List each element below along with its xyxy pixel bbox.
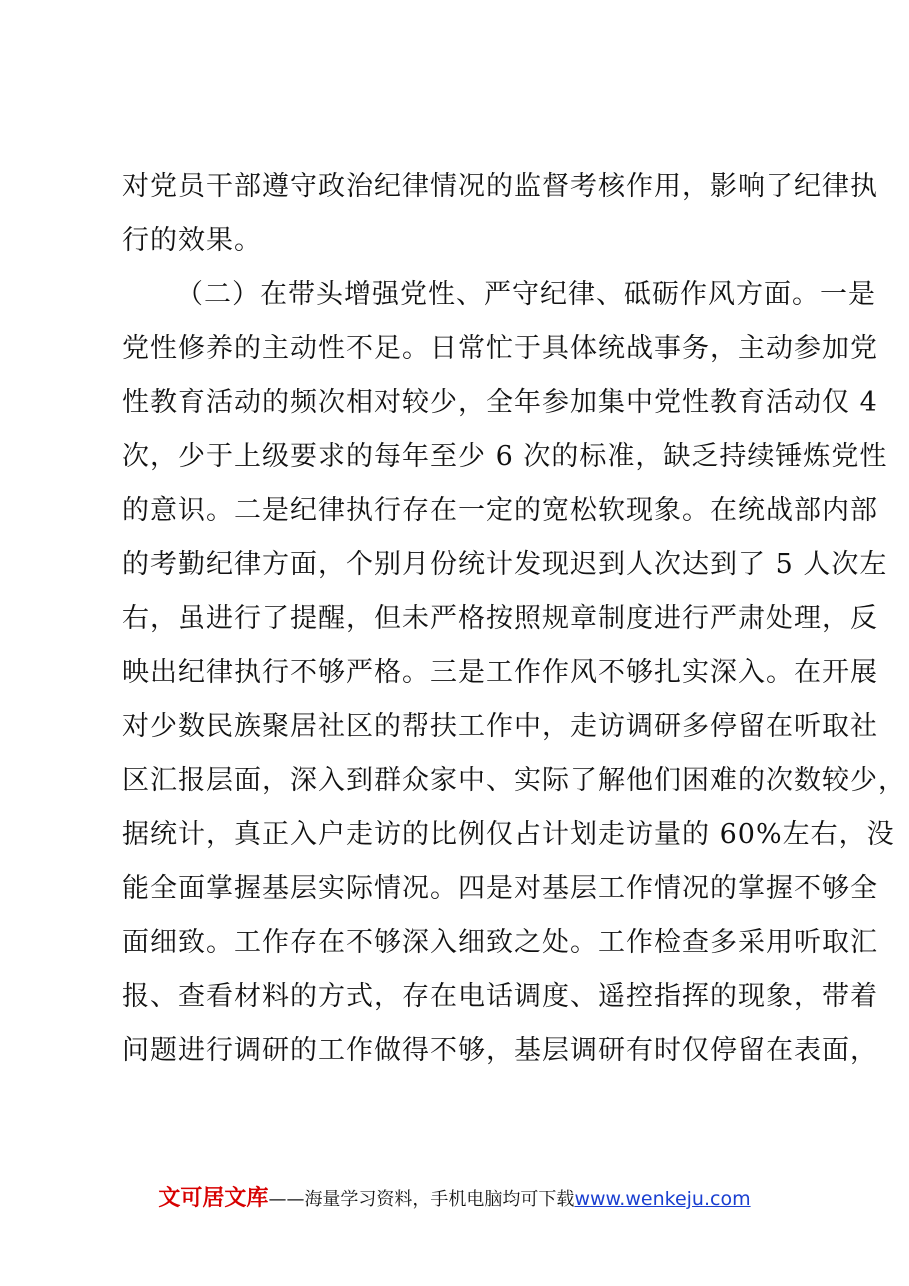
footer-brand: 文可居文库 xyxy=(158,1186,269,1211)
text-line: 能全面掌握基层实际情况。四是对基层工作情况的掌握不够全 xyxy=(122,873,878,904)
text-line: 据统计，真正入户走访的比例仅占计划走访量的 60%左右，没 xyxy=(122,819,895,850)
footer-banner xyxy=(0,1181,909,1212)
text-line: 报、查看材料的方式，存在电话调度、遥控指挥的现象，带着 xyxy=(122,981,878,1012)
text-line: 区汇报层面，深入到群众家中、实际了解他们困难的次数较少， xyxy=(122,765,906,796)
text-line: 面细致。工作存在不够深入细致之处。工作检查多采用听取汇 xyxy=(122,927,878,958)
document-body xyxy=(122,160,906,1078)
text-line: 问题进行调研的工作做得不够，基层调研有时仅停留在表面， xyxy=(122,1035,878,1066)
section-heading-line: （二）在带头增强党性、严守纪律、砥砺作风方面。一是 xyxy=(176,279,876,310)
footer-tagline: ——海量学习资料，手机电脑均可下载 xyxy=(268,1189,575,1210)
text-line: 党性修养的主动性不足。日常忙于具体统战事务，主动参加党 xyxy=(122,333,878,364)
footer-website-link[interactable]: www.wenkeju.com xyxy=(574,1188,751,1210)
text-line: 右，虽进行了提醒，但未严格按照规章制度进行严肃处理，反 xyxy=(122,603,878,634)
text-line: 的考勤纪律方面，个别月份统计发现迟到人次达到了 5 人次左 xyxy=(122,549,888,580)
text-line: 次，少于上级要求的每年至少 6 次的标准，缺乏持续锤炼党性 xyxy=(122,441,888,472)
text-line: 的意识。二是纪律执行存在一定的宽松软现象。在统战部内部 xyxy=(122,495,878,526)
text-line: 对党员干部遵守政治纪律情况的监督考核作用，影响了纪律执 xyxy=(122,171,878,202)
text-line: 对少数民族聚居社区的帮扶工作中，走访调研多停留在听取社 xyxy=(122,711,878,742)
text-line: 映出纪律执行不够严格。三是工作作风不够扎实深入。在开展 xyxy=(122,657,878,688)
text-line: 性教育活动的频次相对较少，全年参加集中党性教育活动仅 4 xyxy=(122,387,878,418)
text-line: 行的效果。 xyxy=(122,225,262,256)
